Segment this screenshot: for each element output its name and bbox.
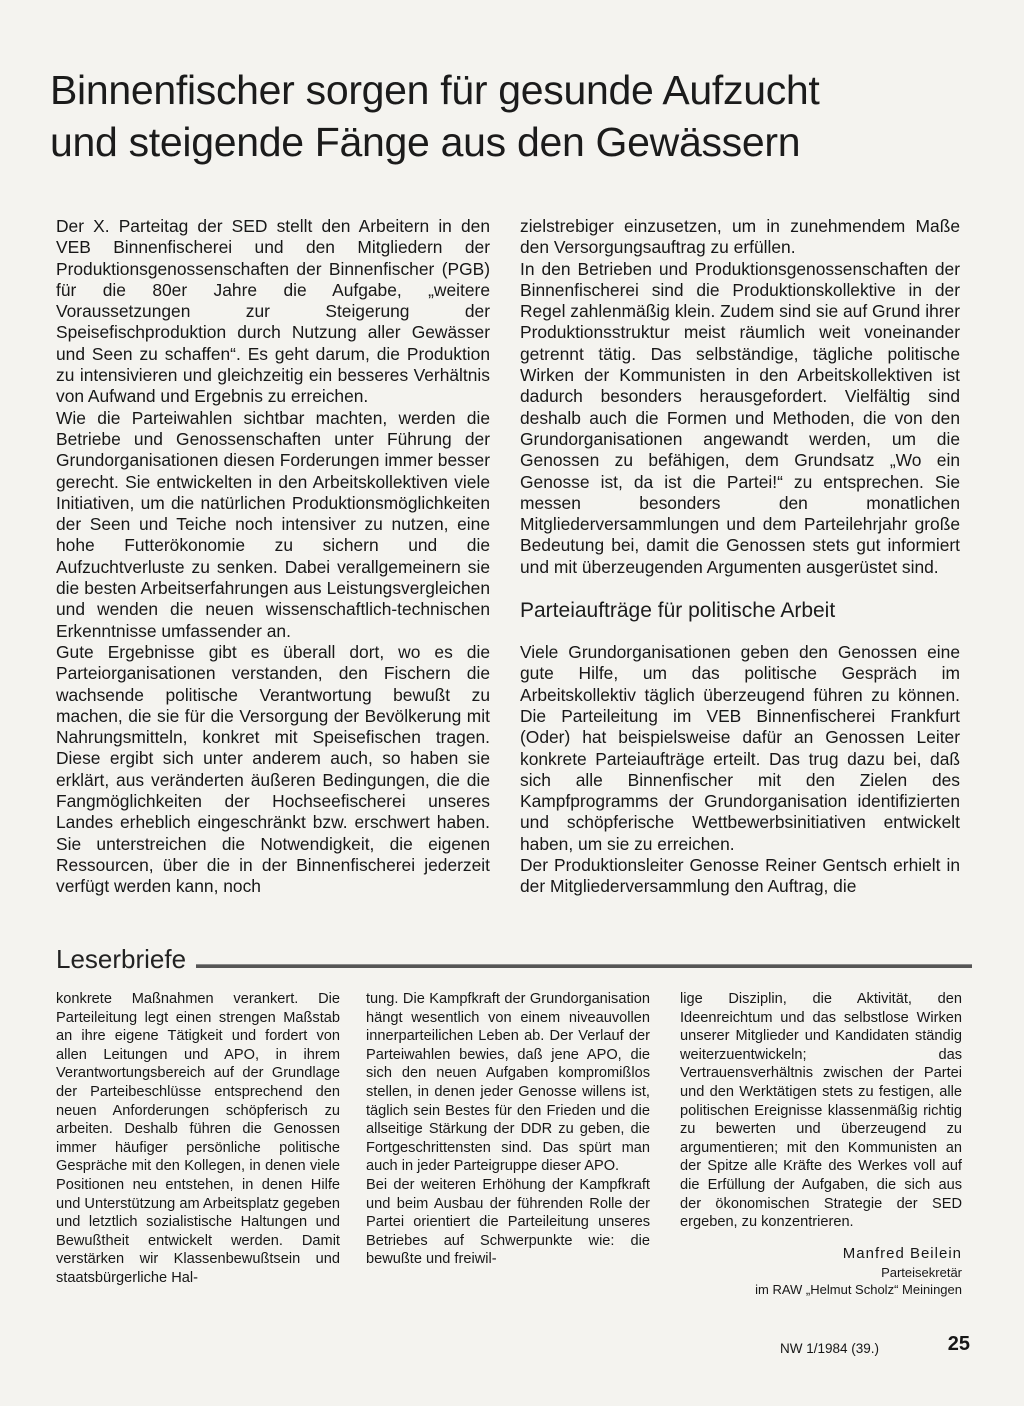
paragraph: Der Produktionsleiter Genosse Reiner Gentsch erhielt in der Mitgliederversammlung den Auftrag, die <box>520 855 960 897</box>
article-headline <box>50 64 970 168</box>
section-divider <box>196 964 972 968</box>
article-column-left <box>56 216 490 898</box>
page-footer <box>780 1333 970 1363</box>
paragraph: Der X. Parteitag der SED stellt den Arbeitern in den VEB Binnenfischerei und den Mitgliedern der Produktionsgenossenschaften der Binnenfischer (PGB) für die 80er Jahre die Aufgabe, „weitere Voraussetzungen zur Steigerung der Speisefischproduktion durch Nutzung aller Gewässer und Seen zu schaffen“. Es geht darum, die Produktion zu intensivieren und gleichzeitig ein besseres Verhältnis von Aufwand und Ergebnis zu erreichen. <box>56 216 490 407</box>
paragraph: tung. Die Kampfkraft der Grundorganisation hängt wesentlich von einem niveauvollen innerparteilichen Leben ab. Der Verlauf der Parteiwahlen bewies, daß jene APO, die sich den neuen Aufgaben kompromißlos stellen, in denen jeder Genosse willens ist, täglich sein Bestes für den Frieden und die allseitige Stärkung der DDR zu geben, die Fortgeschrittensten sind. Das spürt man auch in jeder Parteigruppe dieser APO. <box>366 991 650 1175</box>
letters-section-header <box>56 944 972 976</box>
letters-column-right <box>680 990 962 1298</box>
letters-column-middle <box>366 990 650 1269</box>
paragraph: zielstrebiger einzusetzen, um in zunehmendem Maße den Versorgungsauftrag zu erfüllen. <box>520 216 960 258</box>
letters-column-left <box>56 990 340 1288</box>
author-role: Parteisekretär <box>881 1264 962 1280</box>
section-subheading: Parteiaufträge für politische Arbeit <box>520 599 836 623</box>
letter-signature <box>680 1244 962 1298</box>
issue-info: NW 1/1984 (39.) <box>780 1341 880 1356</box>
paragraph: Wie die Parteiwahlen sichtbar machten, werden die Betriebe und Genossenschaften unter Führung der Grundorganisationen diesen Forderungen immer besser gerecht. Sie entwickelten in den Arbeitskollektiven viele Initiativen, um die natürlichen Produktionsmöglichkeiten der Seen und Teiche noch intensiver zu nutzen, eine hohe Futterökonomie zu sichern und die Aufzuchtverluste zu senken. Dabei verallgemeinern sie die besten Arbeitserfahrungen aus Leistungsvergleichen und wenden die neuen wissenschaftlich-technischen Erkenntnisse umfassender an. <box>56 407 490 641</box>
paragraph: Bei der weiteren Erhöhung der Kampfkraft und beim Ausbau der führenden Rolle der Partei orientiert die Parteileitung unseres Betriebes auf Schwerpunkte wie: die bewußte und freiwil- <box>366 1176 650 1268</box>
paragraph: Gute Ergebnisse gibt es überall dort, wo es die Parteiorganisationen verstanden, den Fischern die wachsende politische Verantwortung bewußt zu machen, die sie für die Versorgung der Bevölkerung mit Nahrungsmitteln, konkret mit Speisefischen tragen. Diese ergibt sich unter anderem auch, so haben sie erklärt, aus veränderten äußeren Bedingungen, die die Fangmöglichkeiten der Hochseefischerei unseres Landes erheblich eingeschränkt bzw. erschwert haben. Sie unterstreichen die Notwendigkeit, die eigenen Ressourcen, über die in der Binnenfischerei jederzeit verfügt werden kann, noch <box>56 641 490 897</box>
paragraph: Viele Grundorganisationen geben den Genossen eine gute Hilfe, um das politische Gespräch im Arbeitskollektiv täglich überzeugend führen zu können. Die Parteileitung im VEB Binnenfischerei Frankfurt (Oder) hat beispielsweise dafür an Genossen Leiter konkrete Parteiaufträge erteilt. Das trug dazu bei, daß sich alle Binnenfischer mit den Zielen des Kampfprogramms der Grundorganisation identifizierten und schöpferische Wettbewerbsinitiativen entwickelt haben, um sie zu erreichen. <box>520 642 960 854</box>
page-number: 25 <box>947 1333 970 1355</box>
headline-line-1: Binnenfischer sorgen für gesunde Aufzucht <box>50 67 820 113</box>
author-name: Manfred Beilein <box>842 1244 962 1262</box>
author-affiliation: im RAW „Helmut Scholz“ Meiningen <box>755 1281 962 1297</box>
paragraph: lige Disziplin, die Aktivität, den Ideenreichtum und das selbstlose Wirken unserer Mitglieder und Kandidaten ständig weiterzuentwickeln; das Vertrauensverhältnis zwischen der Partei und den Werktätigen stets zu festigen, alle politischen Ereignisse klassenmäßig richtig zu bewerten und überzeugend zu argumentieren; mit den Kommunisten an der Spitze alle Kräfte des Werkes voll auf die Erfüllung der Aufgaben, die sich aus der ökonomischen Strategie der SED ergeben, zu konzentrieren. <box>680 991 962 1231</box>
paragraph: konkrete Maßnahmen verankert. Die Parteileitung legt einen strengen Maßstab an ihre eigene Tätigkeit und fordert von allen Leitungen und APO, in ihrem Verantwortungsbereich auf der Grundlage der Parteibeschlüsse entsprechend den neuen Anforderungen schöpferisch zu arbeiten. Deshalb führen die Genossen immer häufiger persönliche politische Gespräche mit den Kollegen, in denen viele Positionen neu entstehen, in denen Hilfe und Unterstützung am Arbeitsplatz gegeben und letztlich sozialistische Haltungen und Bewußtheit entwickelt werden. Damit verstärken wir Klassenbewußtsein und staatsbürgerliche Hal- <box>56 991 340 1286</box>
article-column-right <box>520 216 960 898</box>
paragraph: In den Betrieben und Produktionsgenossenschaften der Binnenfischerei sind die Produktionskollektive in der Regel zahlenmäßig klein. Zudem sind sie auf Grund ihrer Produktionsstruktur meist räumlich weit voneinander getrennt tätig. Das selbständige, tägliche politische Wirken der Kommunisten in den Arbeitskollektiven ist dadurch besonders herausgefordert. Vielfältig sind deshalb auch die Formen und Methoden, die von den Grundorganisationen angewandt werden, um die Genossen zu befähigen, dem Grundsatz „Wo ein Genosse ist, da ist die Partei!“ zu entsprechen. Sie messen besonders den monatlichen Mitgliederversammlungen und dem Parteilehrjahr große Bedeutung bei, damit die Genossen stets gut informiert und mit überzeugenden Argumenten ausgerüstet sind. <box>520 258 960 577</box>
headline-line-2: und steigende Fänge aus den Gewässern <box>50 119 801 165</box>
letters-section-label: Leserbriefe <box>56 944 196 974</box>
